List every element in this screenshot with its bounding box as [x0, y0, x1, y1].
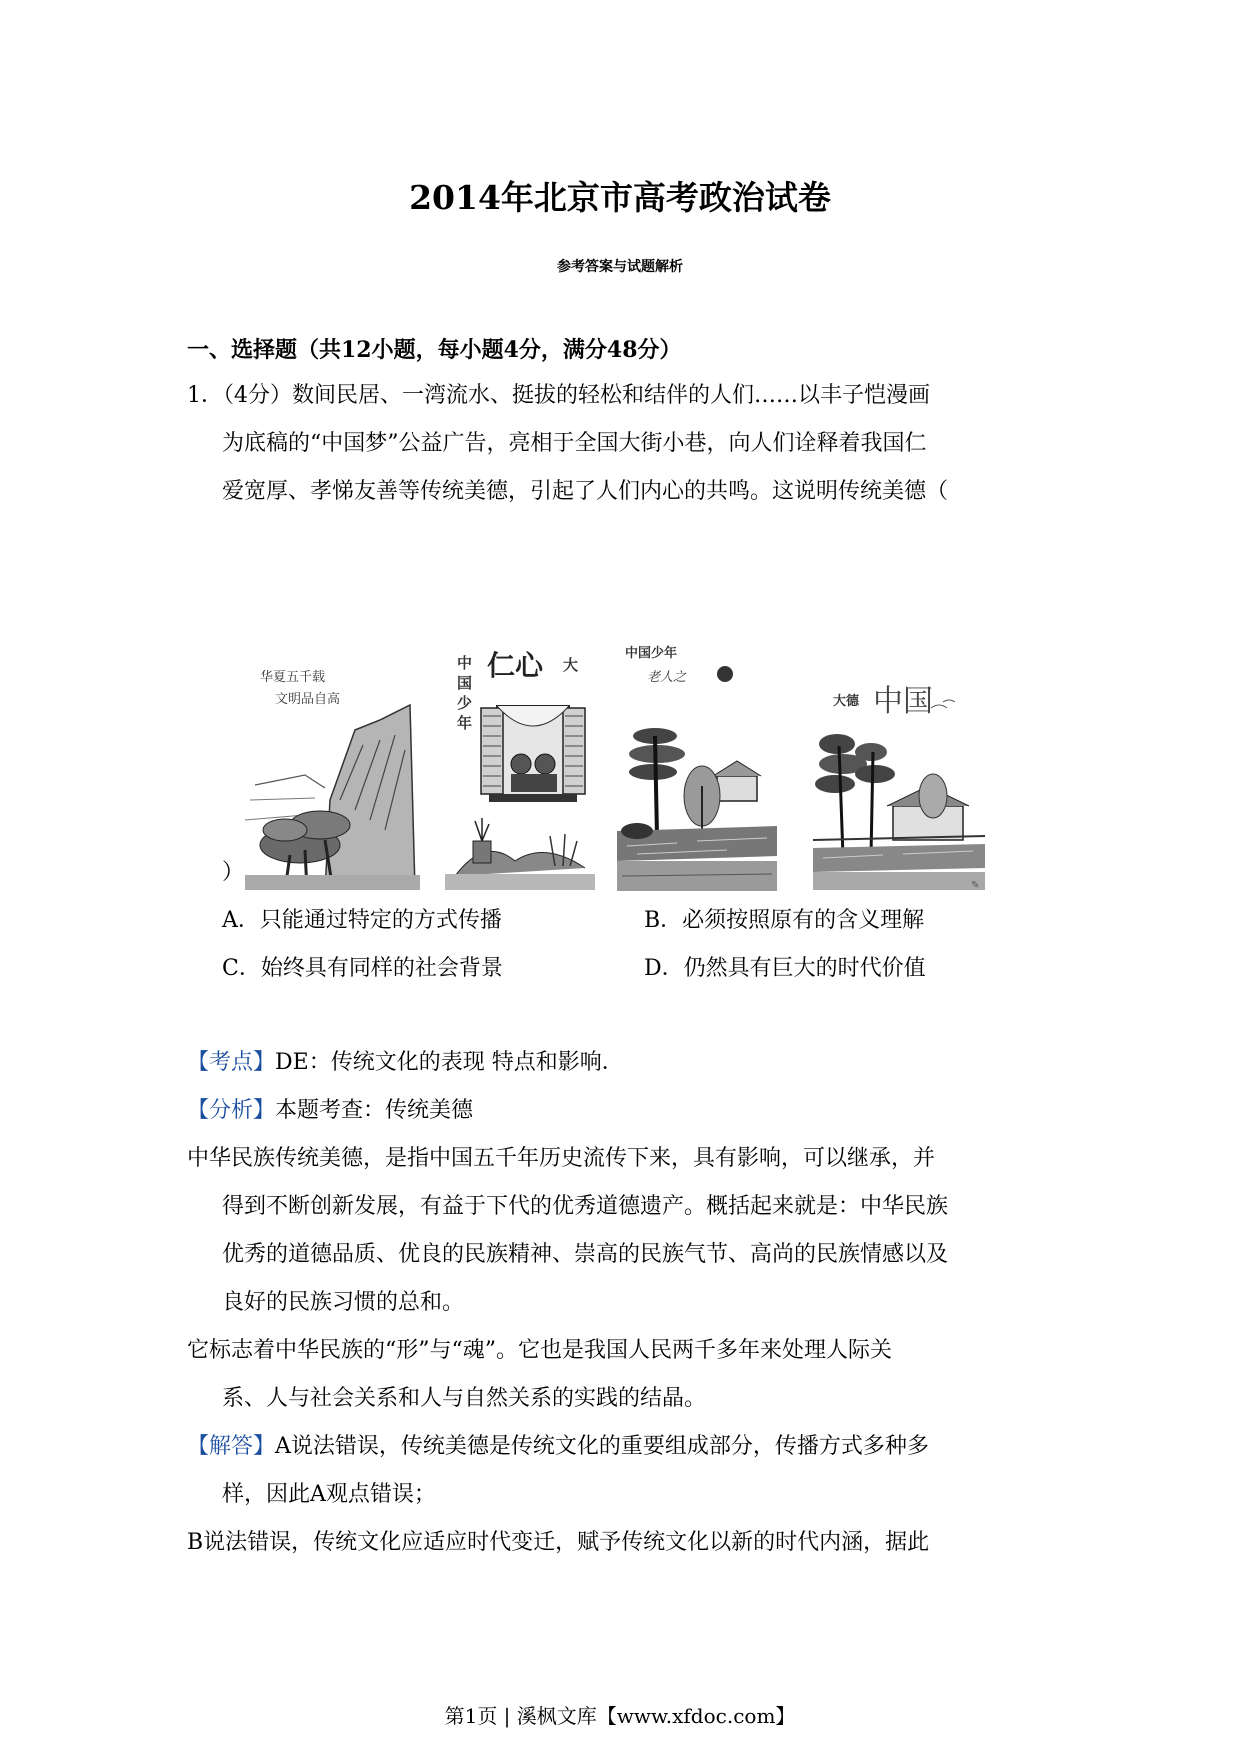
- jieda-line-2: 样，因此A观点错误；: [222, 1482, 436, 1507]
- question-line-1: 1．（4分）数间民居、一湾流水、挺拔的轻松和结伴的人们……以丰子恺漫画: [187, 383, 930, 408]
- landscape-sketch: [245, 650, 420, 890]
- figure-landscape: [245, 650, 420, 890]
- figure-caption: 仁心: [487, 649, 544, 682]
- page-footer: 第1页 | 溪枫文库【www.xfdoc.com】: [444, 1704, 796, 1728]
- village-sketch: [617, 636, 777, 892]
- figure-caption: 中国少年: [625, 646, 678, 661]
- fenxi-line: [187, 1096, 473, 1126]
- figure-caption: 华夏五千载: [260, 670, 326, 685]
- fenxi-tag: 【分析】: [187, 1098, 276, 1123]
- fenxi-text: 本题考查：传统美德: [275, 1098, 474, 1123]
- courtyard-sketch: [813, 656, 985, 892]
- analysis-p2-line-2: 系、人与社会关系和人与自然关系的实践的结晶。: [222, 1386, 707, 1411]
- jieda-text: A说法错误，传统美德是传统文化的重要组成部分，传播方式多种多: [275, 1434, 929, 1459]
- page-subtitle: 参考答案与试题解析: [557, 259, 683, 275]
- kaodian-text: DE：传统文化的表现 特点和影响．: [275, 1050, 624, 1075]
- kaodian-tag: 【考点】: [187, 1050, 276, 1075]
- option-a: A．只能通过特定的方式传播: [222, 908, 502, 933]
- question-close-paren: ）: [222, 860, 245, 885]
- jieda-line: [187, 1432, 929, 1462]
- svg-text:✎: ✎: [971, 880, 980, 891]
- option-c: C．始终具有同样的社会背景: [222, 956, 503, 981]
- figure-caption: 少: [457, 694, 473, 712]
- section-heading: 一、选择题（共12小题，每小题4分，满分48分）: [187, 337, 682, 363]
- figure-caption: 国: [457, 674, 473, 692]
- analysis-p1-line-4: 良好的民族习惯的总和。: [222, 1290, 465, 1315]
- option-d: D．仍然具有巨大的时代价值: [644, 956, 926, 981]
- figure-caption: 中: [457, 654, 473, 672]
- kaodian-line: [187, 1048, 624, 1078]
- figure-caption: 老人之: [647, 670, 687, 685]
- option-b: B．必须按照原有的含义理解: [644, 908, 925, 933]
- analysis-p1-line-3: 优秀的道德品质、优良的民族精神、崇高的民族气节、高尚的民族情感以及: [222, 1242, 949, 1267]
- analysis-p1-line-2: 得到不断创新发展，有益于下代的优秀道德遗产。概括起来就是：中华民族: [222, 1194, 949, 1219]
- jieda-b-line-1: B说法错误，传统文化应适应时代变迁，赋予传统文化以新的时代内涵，据此: [187, 1530, 930, 1555]
- figure-caption: 大德: [833, 694, 860, 709]
- jieda-tag: 【解答】: [187, 1434, 276, 1459]
- analysis-p1-line-1: 中华民族传统美德，是指中国五千年历史流传下来，具有影响，可以继承，并: [187, 1146, 936, 1171]
- analysis-p2-line-1: 它标志着中华民族的“形”与“魂”。它也是我国人民两千多年来处理人际关: [187, 1338, 892, 1363]
- figure-caption: 中国: [873, 684, 933, 719]
- question-line-2: 为底稿的“中国梦”公益广告，亮相于全国大街小巷，向人们诠释着我国仁: [222, 431, 927, 456]
- question-line-3: 爱宽厚、孝悌友善等传统美德，引起了人们内心的共鸣。这说明传统美德（: [222, 479, 949, 504]
- figure-caption: 文明品自高: [275, 692, 341, 707]
- illustration-panel: [245, 636, 985, 892]
- window-sketch: [445, 636, 595, 892]
- figure-caption: 年: [457, 714, 473, 732]
- figure-window-children: [445, 636, 595, 892]
- figure-village-trees: [617, 636, 777, 892]
- figure-caption: 大: [563, 656, 579, 674]
- figure-courtyard: [813, 656, 985, 892]
- page-title: 2014年北京市高考政治试卷: [409, 178, 831, 217]
